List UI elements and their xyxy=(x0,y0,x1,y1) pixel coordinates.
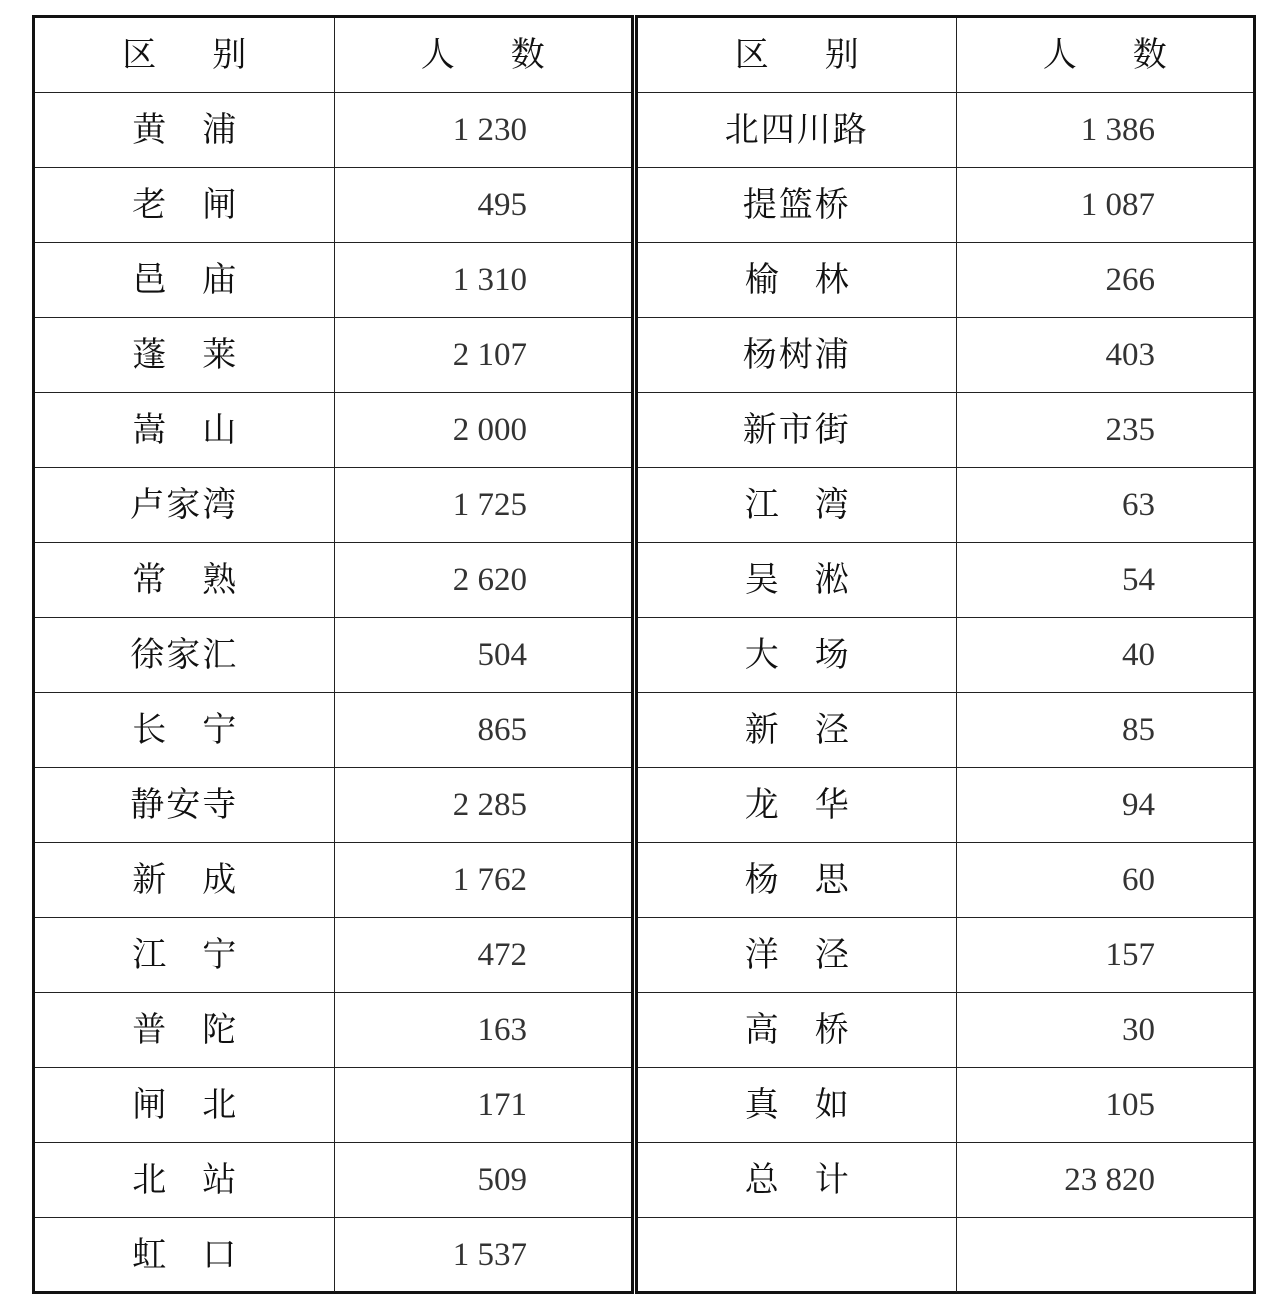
district-name: 江宁 xyxy=(35,918,334,993)
population-count: 235 xyxy=(956,393,1253,468)
district-name: 大场 xyxy=(638,618,956,693)
population-count: 495 xyxy=(334,168,631,243)
table-row xyxy=(638,168,1253,243)
table-row xyxy=(35,543,631,618)
table-row xyxy=(35,393,631,468)
district-name: 杨思 xyxy=(638,843,956,918)
table-row xyxy=(35,993,631,1068)
district-name: 卢家湾 xyxy=(35,468,334,543)
table-row xyxy=(638,543,1253,618)
population-count: 23 820 xyxy=(956,1143,1253,1218)
table-row xyxy=(35,468,631,543)
table-left-half xyxy=(32,15,634,1294)
population-count: 54 xyxy=(956,543,1253,618)
district-name xyxy=(638,1218,956,1293)
population-count: 40 xyxy=(956,618,1253,693)
header-count: 人数 xyxy=(956,18,1253,93)
table-row xyxy=(638,1218,1253,1293)
population-count: 30 xyxy=(956,993,1253,1068)
left-table xyxy=(35,18,631,1292)
table-row xyxy=(35,168,631,243)
district-name: 长宁 xyxy=(35,693,334,768)
population-count: 60 xyxy=(956,843,1253,918)
district-name: 老闸 xyxy=(35,168,334,243)
population-count: 2 107 xyxy=(334,318,631,393)
district-name: 新成 xyxy=(35,843,334,918)
district-name: 静安寺 xyxy=(35,768,334,843)
population-count: 171 xyxy=(334,1068,631,1143)
table-row xyxy=(35,1068,631,1143)
population-count: 2 285 xyxy=(334,768,631,843)
table-row xyxy=(638,693,1253,768)
district-name: 蓬莱 xyxy=(35,318,334,393)
district-name: 北四川路 xyxy=(638,93,956,168)
table-row xyxy=(638,1143,1253,1218)
table-row xyxy=(35,93,631,168)
header-district: 区别 xyxy=(638,18,956,93)
district-name: 徐家汇 xyxy=(35,618,334,693)
table-row xyxy=(638,243,1253,318)
table-row xyxy=(35,618,631,693)
district-name: 高桥 xyxy=(638,993,956,1068)
right-table xyxy=(638,18,1253,1292)
district-name: 闸北 xyxy=(35,1068,334,1143)
population-count: 403 xyxy=(956,318,1253,393)
district-name: 江湾 xyxy=(638,468,956,543)
table-row xyxy=(638,918,1253,993)
population-count: 105 xyxy=(956,1068,1253,1143)
table-row xyxy=(35,318,631,393)
district-name: 新市街 xyxy=(638,393,956,468)
population-count: 865 xyxy=(334,693,631,768)
table-row xyxy=(638,1068,1253,1143)
population-count: 163 xyxy=(334,993,631,1068)
table-row xyxy=(35,918,631,993)
district-name: 提篮桥 xyxy=(638,168,956,243)
district-name: 榆林 xyxy=(638,243,956,318)
header-district: 区别 xyxy=(35,18,334,93)
table-row xyxy=(35,1143,631,1218)
table-row xyxy=(638,993,1253,1068)
table-row xyxy=(35,243,631,318)
population-count: 1 537 xyxy=(334,1218,631,1293)
table-right-half xyxy=(635,15,1256,1294)
population-count: 1 386 xyxy=(956,93,1253,168)
district-name: 真如 xyxy=(638,1068,956,1143)
district-name: 龙华 xyxy=(638,768,956,843)
district-name: 黄浦 xyxy=(35,93,334,168)
district-name: 吴淞 xyxy=(638,543,956,618)
district-name: 虹口 xyxy=(35,1218,334,1293)
population-count: 1 310 xyxy=(334,243,631,318)
population-count: 2 620 xyxy=(334,543,631,618)
table-row xyxy=(638,318,1253,393)
table-row xyxy=(35,1218,631,1293)
population-count: 1 725 xyxy=(334,468,631,543)
district-name: 嵩山 xyxy=(35,393,334,468)
header-count: 人数 xyxy=(334,18,631,93)
header-row xyxy=(35,18,631,93)
population-table xyxy=(32,15,1256,1294)
population-count: 94 xyxy=(956,768,1253,843)
population-count: 504 xyxy=(334,618,631,693)
district-name: 北站 xyxy=(35,1143,334,1218)
table-row xyxy=(35,843,631,918)
population-count: 85 xyxy=(956,693,1253,768)
table-row xyxy=(35,693,631,768)
population-count xyxy=(956,1218,1253,1293)
population-count: 2 000 xyxy=(334,393,631,468)
table-row xyxy=(638,768,1253,843)
district-name: 邑庙 xyxy=(35,243,334,318)
population-count: 472 xyxy=(334,918,631,993)
header-row xyxy=(638,18,1253,93)
table-row xyxy=(638,93,1253,168)
district-name: 常熟 xyxy=(35,543,334,618)
table-row xyxy=(35,768,631,843)
population-count: 1 230 xyxy=(334,93,631,168)
district-name: 普陀 xyxy=(35,993,334,1068)
district-name: 杨树浦 xyxy=(638,318,956,393)
district-name: 总计 xyxy=(638,1143,956,1218)
table-row xyxy=(638,393,1253,468)
table-row xyxy=(638,468,1253,543)
district-name: 洋泾 xyxy=(638,918,956,993)
population-count: 1 087 xyxy=(956,168,1253,243)
district-name: 新泾 xyxy=(638,693,956,768)
table-row xyxy=(638,618,1253,693)
table-row xyxy=(638,843,1253,918)
population-count: 63 xyxy=(956,468,1253,543)
population-count: 266 xyxy=(956,243,1253,318)
population-count: 509 xyxy=(334,1143,631,1218)
population-count: 1 762 xyxy=(334,843,631,918)
population-count: 157 xyxy=(956,918,1253,993)
